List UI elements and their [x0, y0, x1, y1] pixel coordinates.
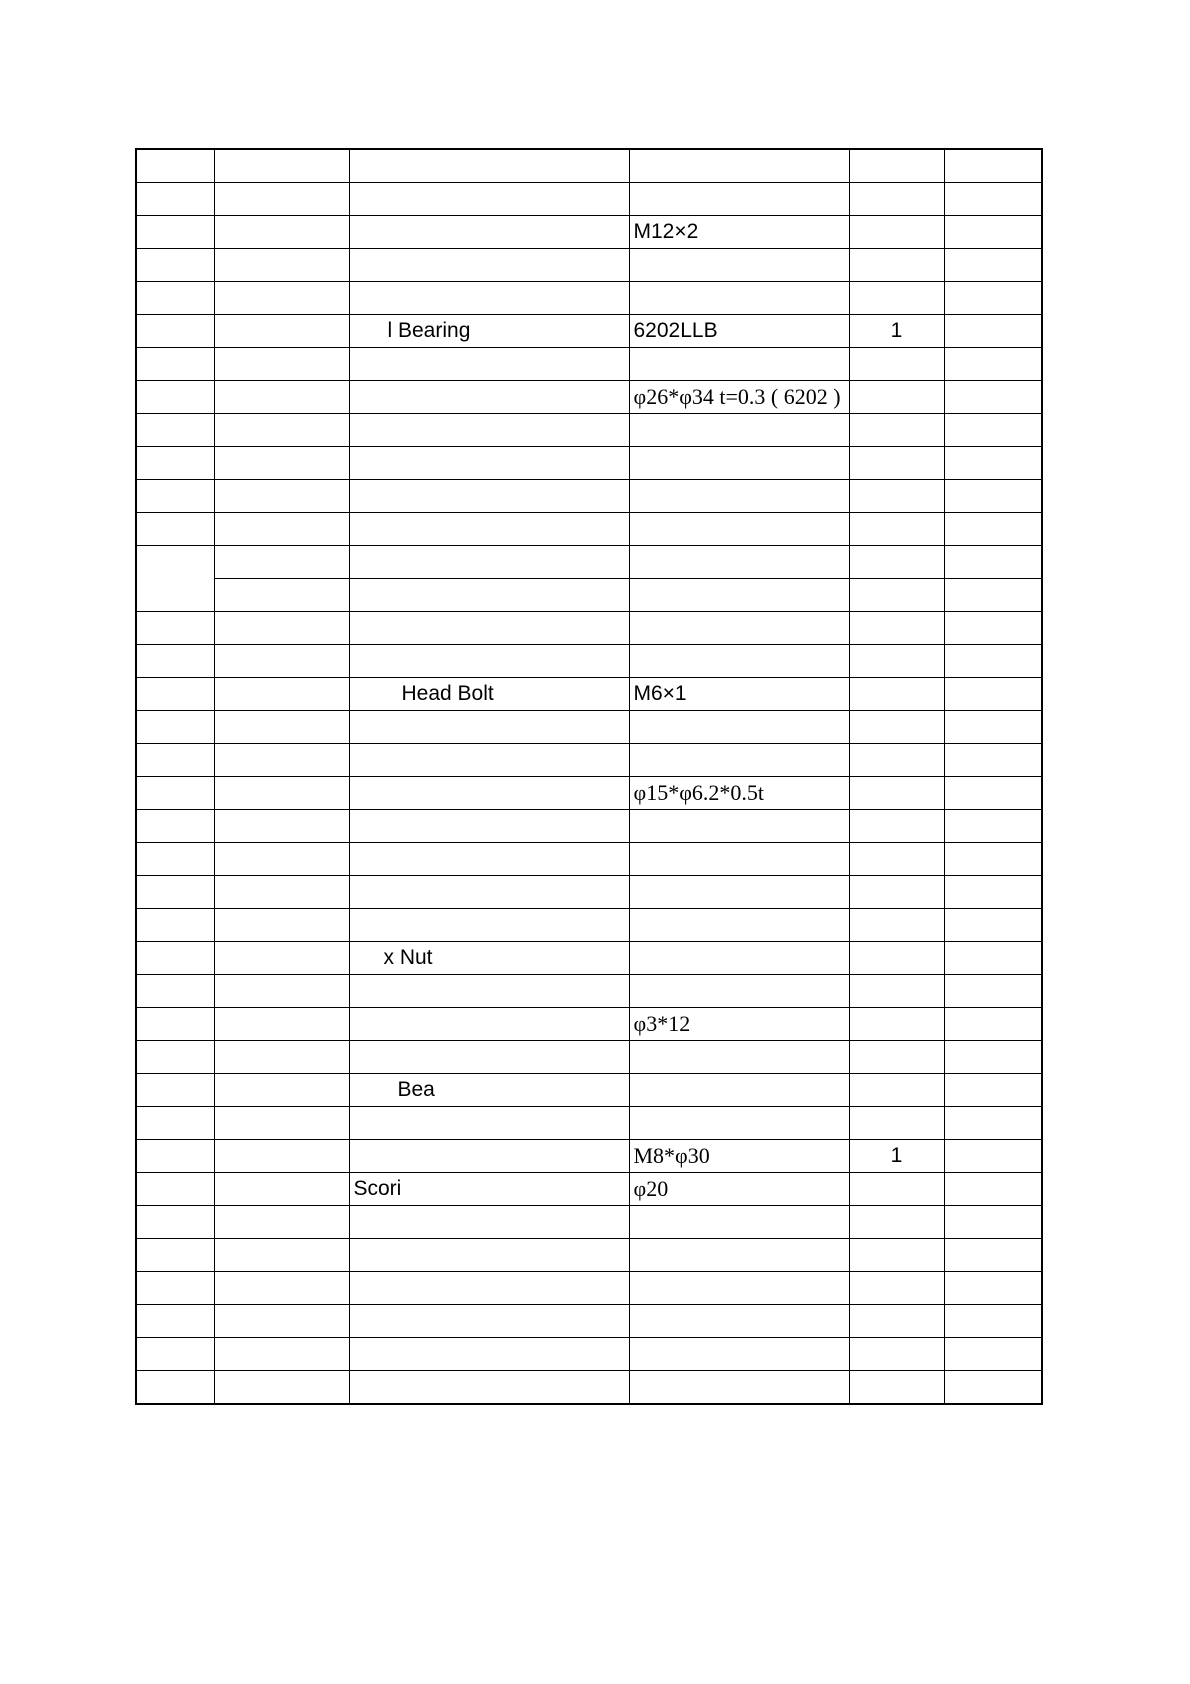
part-code-cell [214, 546, 349, 579]
part-name-cell [349, 1239, 629, 1272]
part-name-cell [349, 381, 629, 414]
quantity-cell [849, 975, 944, 1008]
remark-cell [944, 546, 1042, 579]
specification-cell [629, 1107, 849, 1140]
remark-cell [944, 1239, 1042, 1272]
quantity-cell [849, 909, 944, 942]
specification-cell [629, 1338, 849, 1371]
quantity-cell [849, 546, 944, 579]
remark-cell [944, 1305, 1042, 1338]
part-code-cell [214, 447, 349, 480]
quantity-cell: 1 [849, 1140, 944, 1173]
remark-cell [944, 1107, 1042, 1140]
table-row [136, 579, 1042, 612]
specification-cell [629, 1206, 849, 1239]
remark-cell [944, 249, 1042, 282]
specification-cell [629, 909, 849, 942]
item-number-cell [136, 975, 214, 1008]
specification-cell [629, 843, 849, 876]
specification-cell: 6202LLB [629, 315, 849, 348]
quantity-cell [849, 612, 944, 645]
part-name-cell: Bea [349, 1074, 629, 1107]
item-number-cell [136, 1206, 214, 1239]
quantity-cell [849, 876, 944, 909]
remark-cell [944, 711, 1042, 744]
quantity-cell [849, 1107, 944, 1140]
part-code-cell [214, 149, 349, 183]
remark-cell [944, 1272, 1042, 1305]
part-name-cell [349, 744, 629, 777]
specification-cell [629, 645, 849, 678]
part-name-cell [349, 876, 629, 909]
table-row [136, 777, 1042, 810]
specification-cell [629, 447, 849, 480]
part-name-cell [349, 1371, 629, 1405]
table-row [136, 414, 1042, 447]
remark-cell [944, 1206, 1042, 1239]
remark-cell [944, 1041, 1042, 1074]
quantity-cell [849, 645, 944, 678]
part-name-cell [349, 1140, 629, 1173]
table-row [136, 711, 1042, 744]
item-number-cell [136, 876, 214, 909]
part-code-cell [214, 1272, 349, 1305]
table-row [136, 249, 1042, 282]
item-number-cell [136, 1239, 214, 1272]
specification-cell [629, 744, 849, 777]
part-name-cell: Head Bolt [349, 678, 629, 711]
remark-cell [944, 1008, 1042, 1041]
quantity-cell [849, 480, 944, 513]
item-number-cell [136, 711, 214, 744]
part-code-cell [214, 1173, 349, 1206]
item-number-cell [136, 612, 214, 645]
table-row [136, 315, 1042, 348]
table-row [136, 843, 1042, 876]
item-number-cell [136, 480, 214, 513]
quantity-cell [849, 216, 944, 249]
table-row [136, 1041, 1042, 1074]
quantity-cell [849, 513, 944, 546]
part-code-cell [214, 1371, 349, 1405]
part-code-cell [214, 414, 349, 447]
specification-cell [629, 249, 849, 282]
table-row [136, 1272, 1042, 1305]
table-row [136, 810, 1042, 843]
part-name-cell [349, 612, 629, 645]
part-code-cell [214, 876, 349, 909]
item-number-cell [136, 546, 214, 612]
table-row [136, 546, 1042, 579]
quantity-cell [849, 711, 944, 744]
part-name-cell [349, 1206, 629, 1239]
item-number-cell [136, 744, 214, 777]
table-row [136, 282, 1042, 315]
part-name-cell [349, 249, 629, 282]
item-number-cell [136, 249, 214, 282]
table-row [136, 1008, 1042, 1041]
part-code-cell [214, 579, 349, 612]
part-code-cell [214, 1239, 349, 1272]
item-number-cell [136, 282, 214, 315]
part-code-cell [214, 909, 349, 942]
item-number-cell [136, 1173, 214, 1206]
table-row [136, 1173, 1042, 1206]
item-number-cell [136, 513, 214, 546]
item-number-cell [136, 414, 214, 447]
remark-cell [944, 1338, 1042, 1371]
part-name-cell [349, 447, 629, 480]
part-name-cell [349, 546, 629, 579]
item-number-cell [136, 447, 214, 480]
part-code-cell [214, 1074, 349, 1107]
quantity-cell [849, 414, 944, 447]
quantity-cell [849, 1338, 944, 1371]
remark-cell [944, 447, 1042, 480]
quantity-cell [849, 1173, 944, 1206]
quantity-cell [849, 1371, 944, 1405]
specification-cell [629, 711, 849, 744]
part-name-cell [349, 414, 629, 447]
remark-cell [944, 381, 1042, 414]
part-code-cell [214, 1140, 349, 1173]
specification-cell [629, 183, 849, 216]
part-code-cell [214, 1107, 349, 1140]
item-number-cell [136, 1140, 214, 1173]
part-code-cell [214, 1338, 349, 1371]
item-number-cell [136, 1074, 214, 1107]
remark-cell [944, 876, 1042, 909]
specification-cell [629, 1239, 849, 1272]
part-code-cell [214, 711, 349, 744]
table-row [136, 1338, 1042, 1371]
specification-cell [629, 480, 849, 513]
table-row [136, 645, 1042, 678]
item-number-cell [136, 843, 214, 876]
quantity-cell [849, 942, 944, 975]
remark-cell [944, 909, 1042, 942]
item-number-cell [136, 381, 214, 414]
remark-cell [944, 1074, 1042, 1107]
part-code-cell [214, 348, 349, 381]
table-row [136, 876, 1042, 909]
item-number-cell [136, 149, 214, 183]
item-number-cell [136, 1107, 214, 1140]
part-code-cell [214, 1041, 349, 1074]
part-code-cell [214, 1305, 349, 1338]
table-row [136, 975, 1042, 1008]
item-number-cell [136, 1371, 214, 1405]
item-number-cell [136, 909, 214, 942]
specification-cell: φ20 [629, 1173, 849, 1206]
part-name-cell [349, 579, 629, 612]
part-name-cell [349, 183, 629, 216]
part-code-cell [214, 645, 349, 678]
specification-cell [629, 149, 849, 183]
specification-cell [629, 1074, 849, 1107]
part-code-cell [214, 975, 349, 1008]
table-row [136, 1239, 1042, 1272]
quantity-cell [849, 579, 944, 612]
parts-table [135, 148, 1043, 1405]
item-number-cell [136, 1305, 214, 1338]
quantity-cell [849, 1239, 944, 1272]
table-row [136, 909, 1042, 942]
part-name-cell [349, 480, 629, 513]
table-row [136, 1107, 1042, 1140]
table-row [136, 612, 1042, 645]
part-code-cell [214, 810, 349, 843]
quantity-cell [849, 1206, 944, 1239]
part-name-cell [349, 645, 629, 678]
item-number-cell [136, 315, 214, 348]
part-name-cell [349, 1008, 629, 1041]
part-name-cell [349, 1041, 629, 1074]
remark-cell [944, 216, 1042, 249]
part-code-cell [214, 216, 349, 249]
part-code-cell [214, 843, 349, 876]
table-row [136, 348, 1042, 381]
item-number-cell [136, 942, 214, 975]
part-name-cell: Scori [349, 1173, 629, 1206]
part-name-cell [349, 149, 629, 183]
part-name-cell [349, 909, 629, 942]
quantity-cell [849, 1041, 944, 1074]
remark-cell [944, 678, 1042, 711]
part-code-cell [214, 612, 349, 645]
table-row [136, 513, 1042, 546]
quantity-cell [849, 282, 944, 315]
quantity-cell [849, 1272, 944, 1305]
part-code-cell [214, 1206, 349, 1239]
part-name-cell [349, 216, 629, 249]
quantity-cell [849, 348, 944, 381]
part-name-cell [349, 1305, 629, 1338]
remark-cell [944, 480, 1042, 513]
remark-cell [944, 414, 1042, 447]
part-code-cell [214, 249, 349, 282]
specification-cell [629, 579, 849, 612]
table-row [136, 381, 1042, 414]
remark-cell [944, 579, 1042, 612]
specification-cell: φ3*12 [629, 1008, 849, 1041]
remark-cell [944, 1371, 1042, 1405]
part-name-cell [349, 1338, 629, 1371]
specification-cell [629, 282, 849, 315]
specification-cell [629, 1272, 849, 1305]
remark-cell [944, 777, 1042, 810]
part-name-cell [349, 777, 629, 810]
table-row [136, 216, 1042, 249]
specification-cell [629, 513, 849, 546]
table-row [136, 1371, 1042, 1405]
specification-cell [629, 414, 849, 447]
part-name-cell [349, 843, 629, 876]
part-code-cell [214, 678, 349, 711]
remark-cell [944, 1140, 1042, 1173]
part-name-cell [349, 711, 629, 744]
table-row [136, 1140, 1042, 1173]
remark-cell [944, 183, 1042, 216]
remark-cell [944, 282, 1042, 315]
table-body [136, 149, 1042, 1404]
part-name-cell [349, 1272, 629, 1305]
part-code-cell [214, 1008, 349, 1041]
item-number-cell [136, 1338, 214, 1371]
remark-cell [944, 348, 1042, 381]
item-number-cell [136, 645, 214, 678]
quantity-cell [849, 678, 944, 711]
table-row [136, 480, 1042, 513]
remark-cell [944, 612, 1042, 645]
part-code-cell [214, 183, 349, 216]
table-row [136, 1206, 1042, 1239]
quantity-cell [849, 744, 944, 777]
part-name-cell [349, 282, 629, 315]
specification-cell [629, 1371, 849, 1405]
remark-cell [944, 1173, 1042, 1206]
part-name-cell [349, 348, 629, 381]
remark-cell [944, 942, 1042, 975]
table-row [136, 678, 1042, 711]
remark-cell [944, 975, 1042, 1008]
part-code-cell [214, 381, 349, 414]
specification-cell: φ15*φ6.2*0.5t [629, 777, 849, 810]
quantity-cell [849, 447, 944, 480]
table-row [136, 744, 1042, 777]
remark-cell [944, 315, 1042, 348]
specification-cell [629, 876, 849, 909]
remark-cell [944, 513, 1042, 546]
remark-cell [944, 810, 1042, 843]
part-name-cell: x Nut [349, 942, 629, 975]
table-row [136, 1305, 1042, 1338]
part-code-cell [214, 282, 349, 315]
specification-cell: φ26*φ34 t=0.3 ( 6202 ) [629, 381, 849, 414]
quantity-cell [849, 1008, 944, 1041]
part-code-cell [214, 777, 349, 810]
quantity-cell [849, 1305, 944, 1338]
part-code-cell [214, 315, 349, 348]
remark-cell [944, 149, 1042, 183]
remark-cell [944, 843, 1042, 876]
specification-cell: M12×2 [629, 216, 849, 249]
part-name-cell [349, 810, 629, 843]
part-name-cell [349, 975, 629, 1008]
quantity-cell [849, 810, 944, 843]
part-code-cell [214, 744, 349, 777]
specification-cell: M8*φ30 [629, 1140, 849, 1173]
quantity-cell: 1 [849, 315, 944, 348]
item-number-cell [136, 1041, 214, 1074]
specification-cell [629, 942, 849, 975]
quantity-cell [849, 777, 944, 810]
specification-cell [629, 1305, 849, 1338]
specification-cell [629, 348, 849, 381]
part-code-cell [214, 513, 349, 546]
quantity-cell [849, 1074, 944, 1107]
specification-cell: M6×1 [629, 678, 849, 711]
remark-cell [944, 744, 1042, 777]
item-number-cell [136, 1008, 214, 1041]
part-name-cell [349, 1107, 629, 1140]
table-row [136, 942, 1042, 975]
specification-cell [629, 975, 849, 1008]
table-row [136, 149, 1042, 183]
quantity-cell [849, 843, 944, 876]
part-code-cell [214, 480, 349, 513]
part-name-cell [349, 513, 629, 546]
quantity-cell [849, 381, 944, 414]
item-number-cell [136, 678, 214, 711]
item-number-cell [136, 777, 214, 810]
table-row [136, 183, 1042, 216]
quantity-cell [849, 183, 944, 216]
table-row [136, 447, 1042, 480]
item-number-cell [136, 348, 214, 381]
remark-cell [944, 645, 1042, 678]
quantity-cell [849, 249, 944, 282]
specification-cell [629, 1041, 849, 1074]
specification-cell [629, 546, 849, 579]
quantity-cell [849, 149, 944, 183]
table-row [136, 1074, 1042, 1107]
part-name-cell: l Bearing [349, 315, 629, 348]
item-number-cell [136, 810, 214, 843]
specification-cell [629, 810, 849, 843]
item-number-cell [136, 183, 214, 216]
part-code-cell [214, 942, 349, 975]
item-number-cell [136, 216, 214, 249]
item-number-cell [136, 1272, 214, 1305]
specification-cell [629, 612, 849, 645]
